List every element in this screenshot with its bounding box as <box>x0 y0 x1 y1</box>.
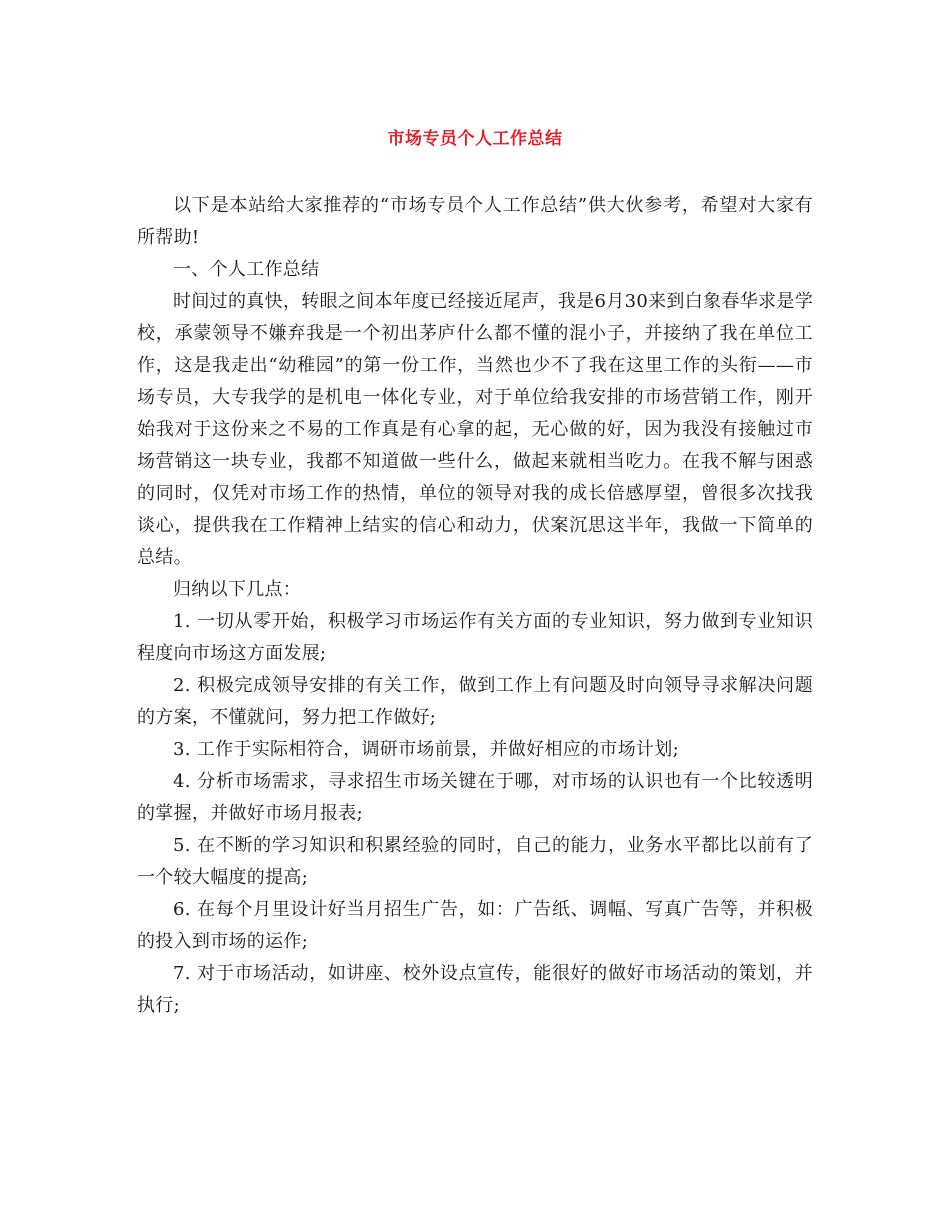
list-item: 4. 分析市场需求，寻求招生市场关键在于哪，对市场的认识也有一个比较透明的掌握，并做好市场月报表; <box>137 771 813 824</box>
list-item: 1. 一切从零开始，积极学习市场运作有关方面的专业知识，努力做到专业知识程度向市场这方面发展; <box>137 611 813 664</box>
list-item: 2. 积极完成领导安排的有关工作，做到工作上有问题及时向领导寻求解决问题的方案，不懂就问，努力把工作做好; <box>137 675 813 728</box>
summary-intro: 归纳以下几点： <box>173 579 302 600</box>
list-item: 3. 工作于实际相符合，调研市场前景，并做好相应的市场计划; <box>173 739 679 760</box>
intro-paragraph: 以下是本站给大家推荐的“市场专员个人工作总结”供大伙参考，希望对大家有所帮助! <box>137 195 813 248</box>
list-item: 5. 在不断的学习知识和积累经验的同时，自己的能力，业务水平都比以前有了一个较大幅度的提高; <box>137 835 813 888</box>
list-item: 7. 对于市场活动，如讲座、校外设点宣传，能很好的做好市场活动的策划，并执行; <box>137 963 813 1016</box>
body-paragraph: 时间过的真快，转眼之间本年度已经接近尾声，我是6月30来到白象春华求是学校，承蒙领导不嫌弃我是一个初出茅庐什么都不懂的混小子，并接纳了我在单位工作，这是我走出“幼稚园”的第一份工作，当然也少不了我在这里工作的头衔——市场专员，大专我学的是机电一体化专业，对于单位给我安排的市场营销工作，刚开始我对于这份来之不易的工作真是有心拿的起，无心做的好，因为我没有接触过市场营销这一块专业，我都不知道做一些什么，做起来就相当吃力。在我不解与困惑的同时，仅凭对市场工作的热情，单位的领导对我的成长倍感厚望，曾很多次找我谈心，提供我在工作精神上结实的信心和动力，伏案沉思这半年，我做一下简单的总结。 <box>137 291 813 568</box>
document-title: 市场专员个人工作总结 <box>387 129 563 149</box>
list-item: 6. 在每个月里设计好当月招生广告，如：广告纸、调幅、写真广告等，并积极的投入到市场的运作; <box>137 899 813 952</box>
section-heading: 一、个人工作总结 <box>173 259 320 280</box>
document-body <box>137 190 813 1022</box>
